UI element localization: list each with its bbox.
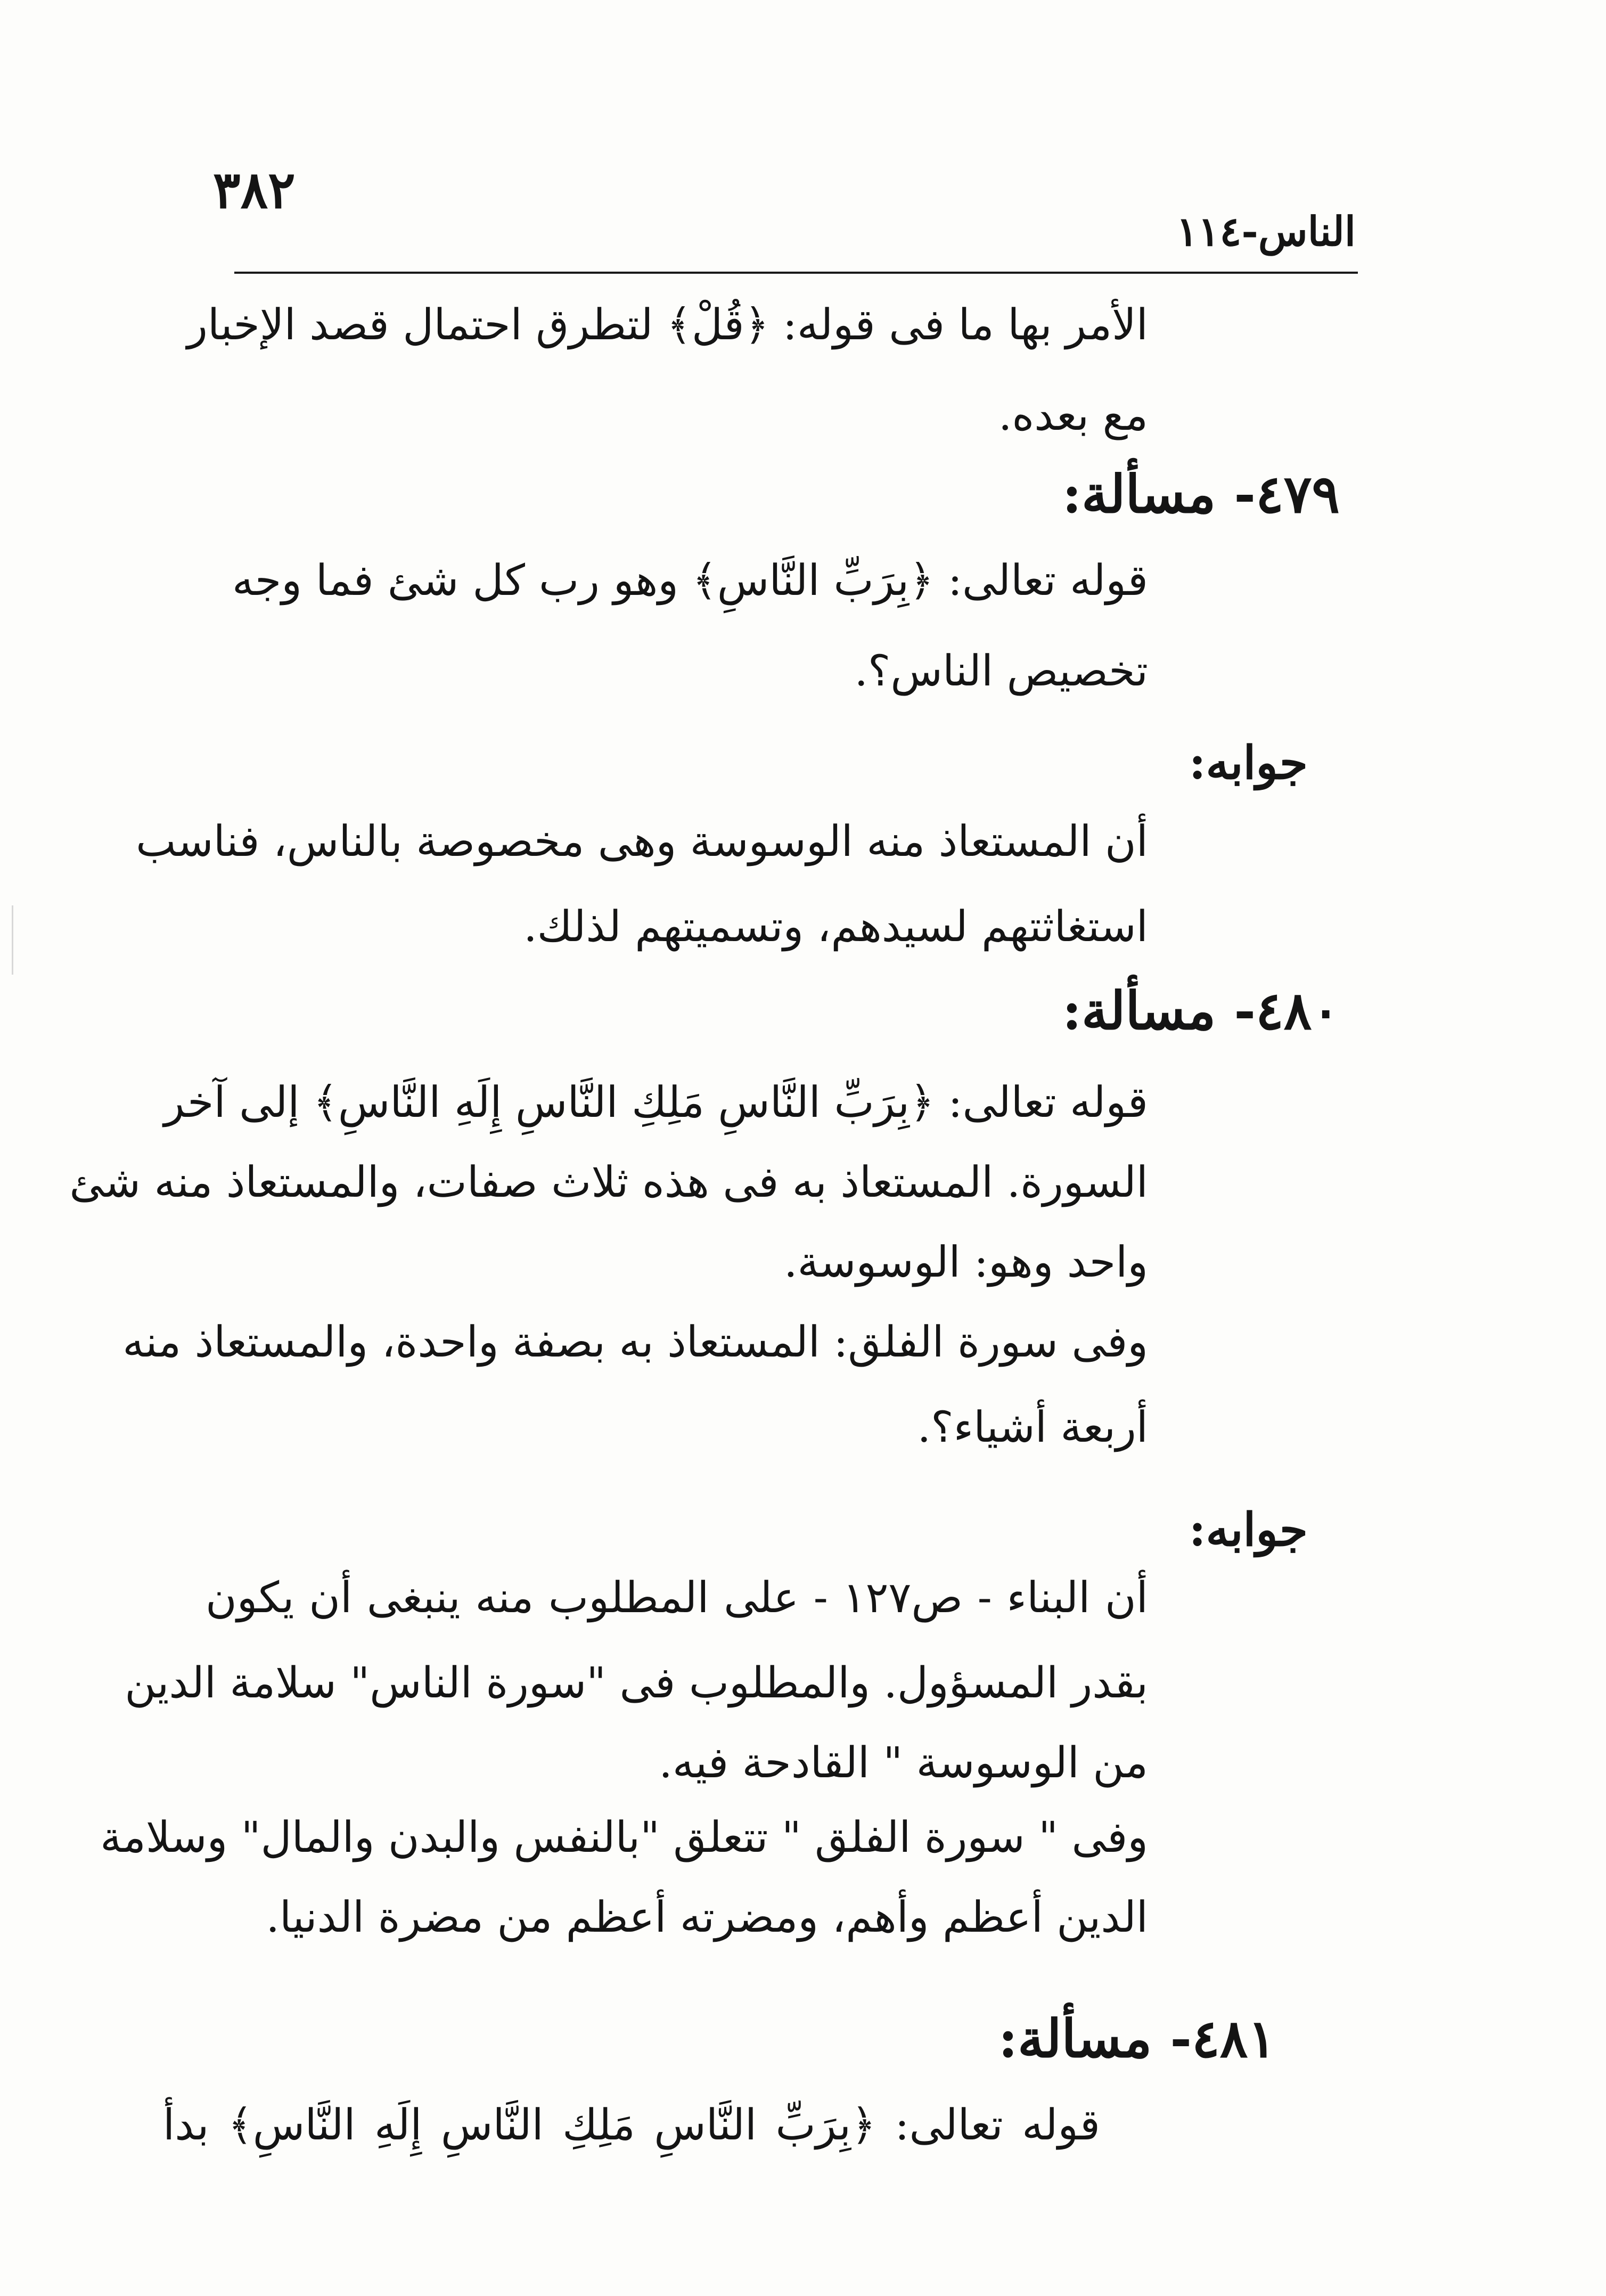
answer-line: وفى " سورة الفلق " تتعلق "بالنفس والبدن والمال" وسلامة bbox=[100, 1812, 1148, 1862]
header-rule bbox=[234, 272, 1358, 274]
answer-line: من الوسوسة " القادحة فيه. bbox=[659, 1738, 1148, 1787]
question-line: أربعة أشياء؟. bbox=[917, 1402, 1148, 1452]
question-heading-479: ٤٧٩- مسألة: bbox=[1062, 464, 1340, 525]
question-heading-480: ٤٨٠- مسألة: bbox=[1062, 981, 1340, 1042]
answer-label: جوابه: bbox=[1189, 736, 1308, 790]
body-line: الأمر بها ما فى قوله: ﴿قُلْ﴾ لتطرق احتمال قصد الإخبار bbox=[187, 300, 1148, 349]
question-line: تخصيص الناس؟. bbox=[854, 646, 1148, 696]
question-line: قوله تعالى: ﴿بِرَبِّ النَّاسِ مَلِكِ النَّاسِ إِلَهِ النَّاسِ﴾ بدأ bbox=[163, 2100, 1100, 2150]
question-heading-481: ٤٨١- مسألة: bbox=[998, 2008, 1276, 2070]
scan-edge-mark bbox=[12, 905, 13, 975]
answer-line: أن المستعاذ منه الوسوسة وهى مخصوصة بالناس، فناسب bbox=[136, 816, 1148, 866]
question-line: واحد وهو: الوسوسة. bbox=[784, 1237, 1148, 1287]
body-line: مع بعده. bbox=[998, 390, 1148, 440]
answer-line: الدين أعظم وأهم، ومضرته أعظم من مضرة الدنيا. bbox=[266, 1892, 1148, 1942]
question-line: قوله تعالى: ﴿بِرَبِّ النَّاسِ﴾ وهو رب كل شئ فما وجه bbox=[232, 555, 1148, 605]
answer-label: جوابه: bbox=[1189, 1503, 1308, 1557]
page-number: ٣٨٢ bbox=[213, 160, 296, 220]
answer-line: استغاثتهم لسيدهم، وتسميتهم لذلك. bbox=[523, 902, 1148, 951]
question-line: وفى سورة الفلق: المستعاذ به بصفة واحدة، والمستعاذ منه bbox=[122, 1317, 1148, 1367]
answer-line: بقدر المسؤول. والمطلوب فى "سورة الناس" سلامة الدين bbox=[125, 1658, 1148, 1707]
question-line: قوله تعالى: ﴿بِرَبِّ النَّاسِ مَلِكِ النَّاسِ إِلَهِ النَّاسِ﴾ إلى آخر bbox=[163, 1077, 1148, 1127]
running-head: الناس-١١٤ bbox=[1176, 208, 1356, 255]
question-line: السورة. المستعاذ به فى هذه ثلاث صفات، والمستعاذ منه شئ bbox=[69, 1157, 1148, 1207]
answer-line: أن البناء - ص١٢٧ - على المطلوب منه ينبغى أن يكون bbox=[206, 1573, 1149, 1622]
